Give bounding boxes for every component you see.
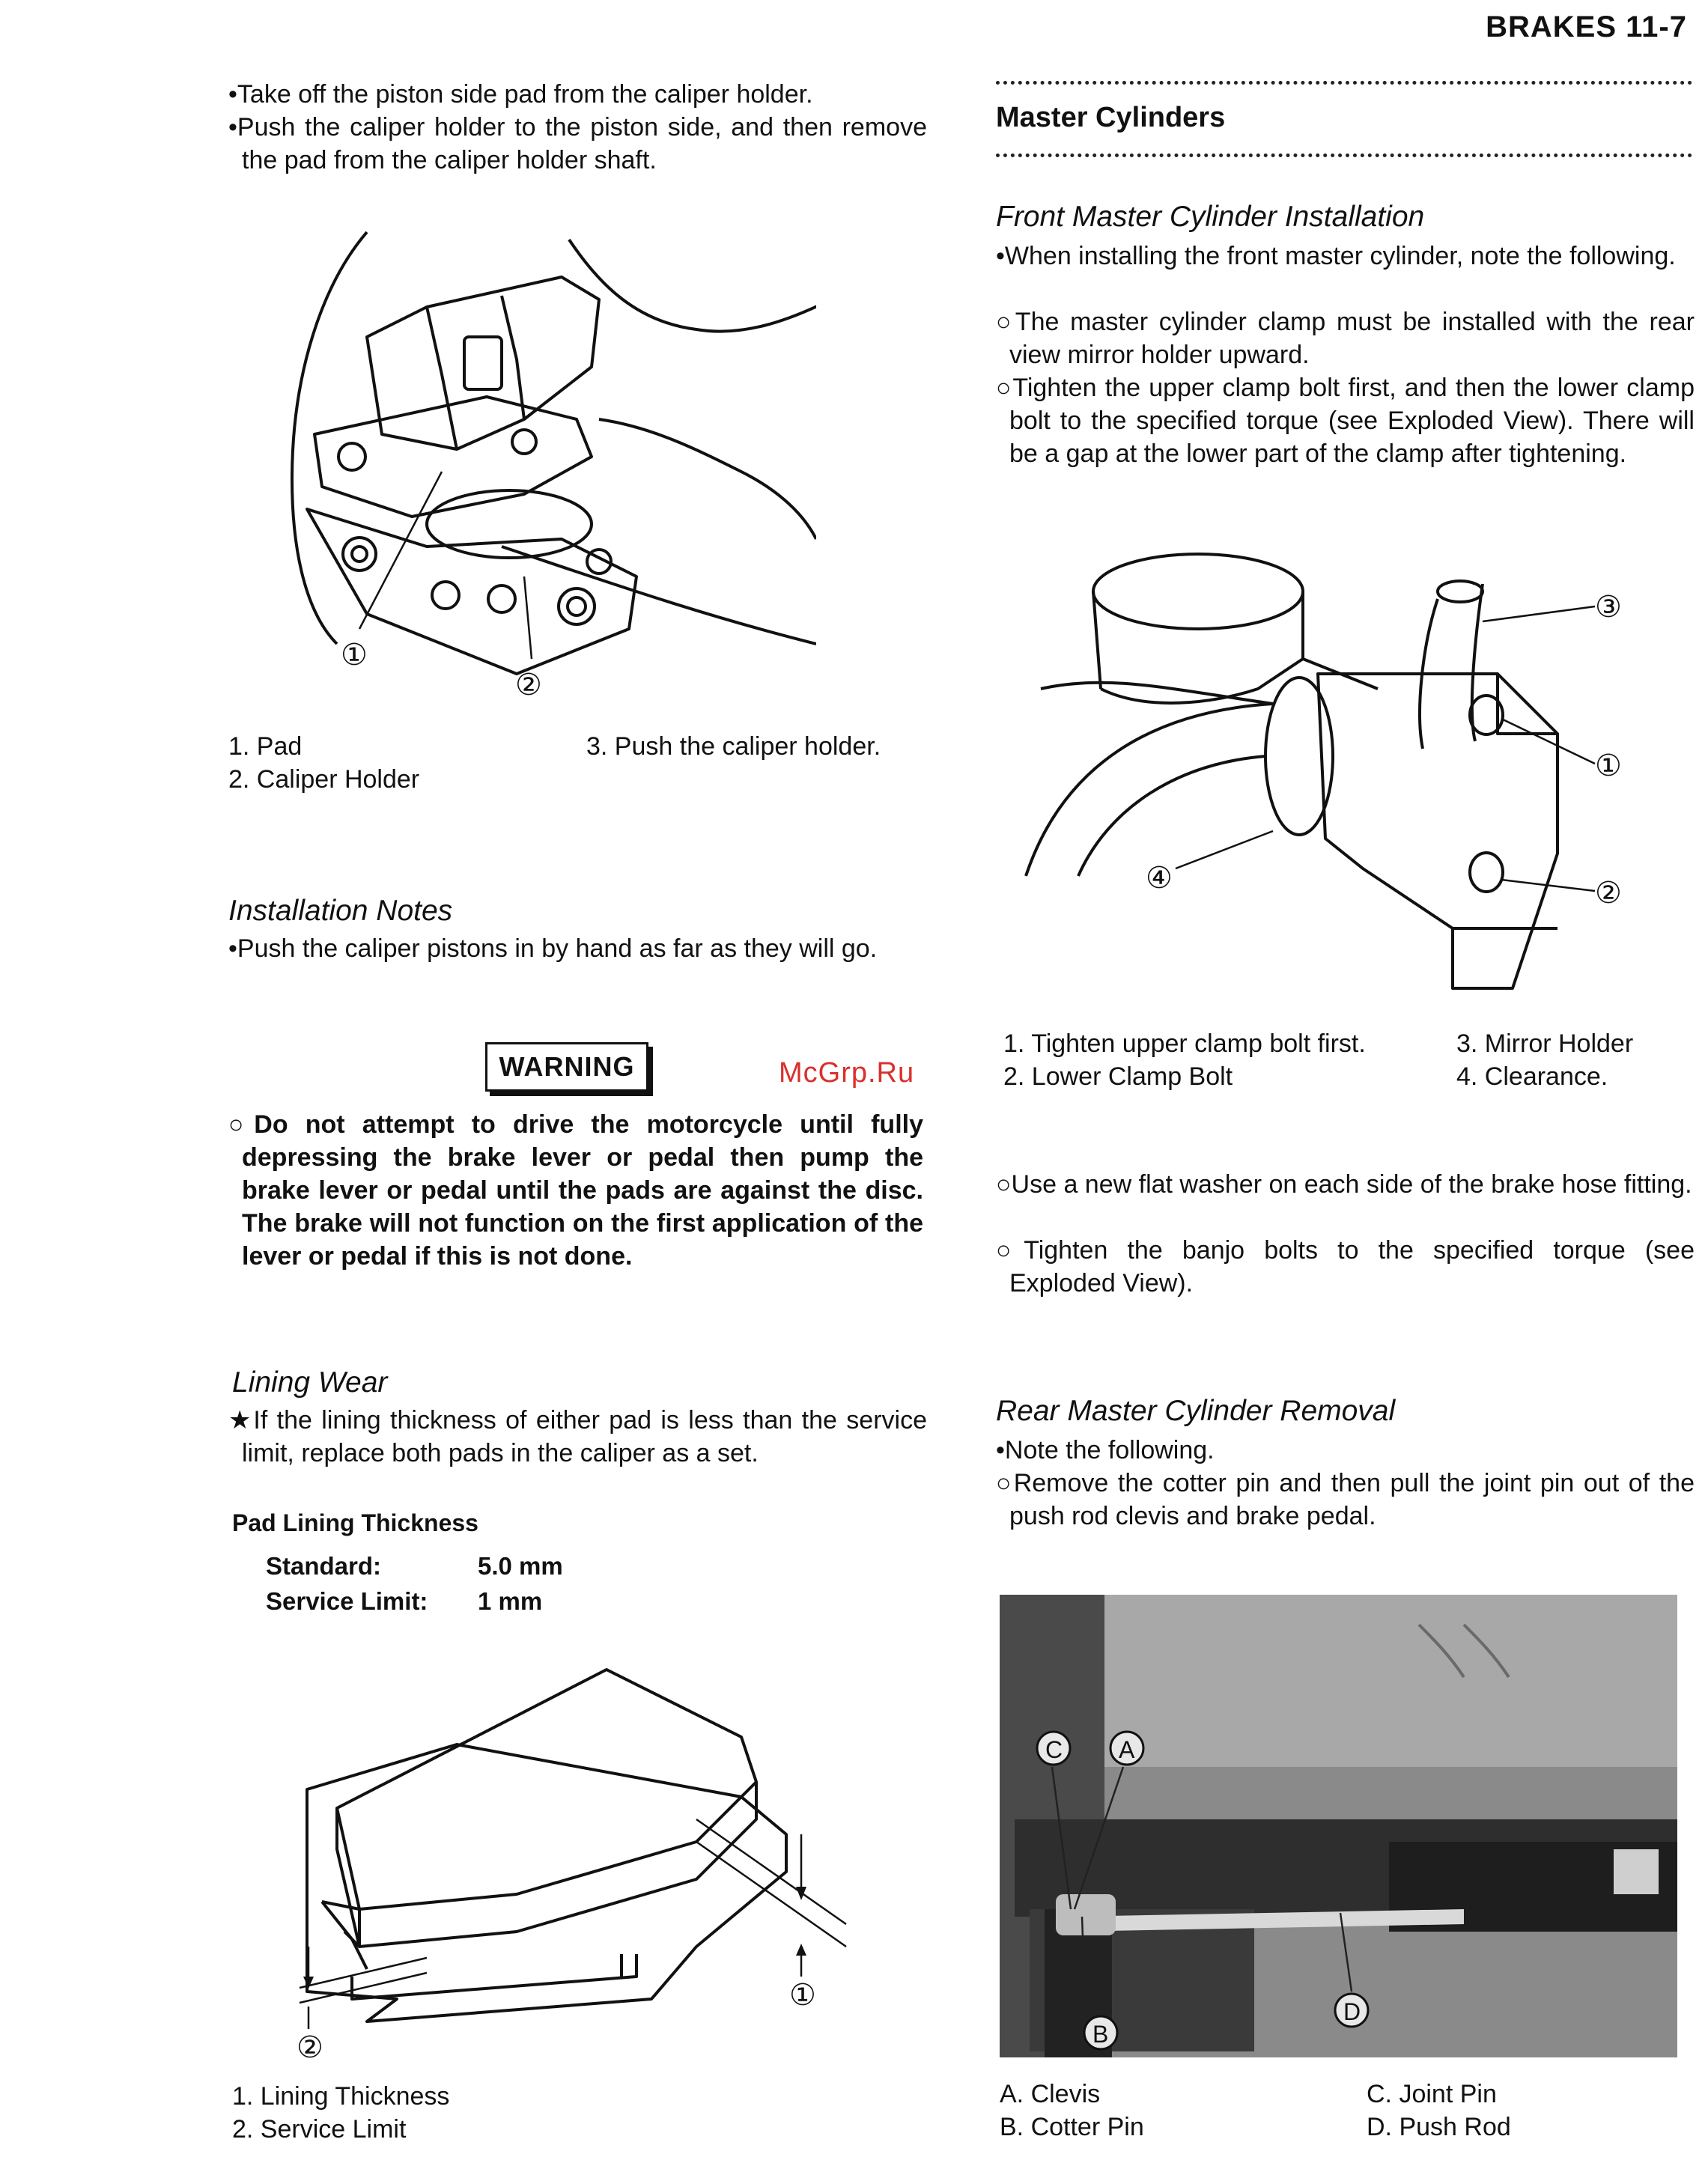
- warning-label: WARNING: [485, 1042, 648, 1092]
- fig4-callout-d: D: [1343, 1998, 1361, 2025]
- rear-removal-heading: Rear Master Cylinder Removal: [996, 1395, 1396, 1427]
- fig4-legend-c: C. Joint Pin: [1367, 2080, 1497, 2108]
- fig2-callout-2: ②: [297, 2031, 323, 2064]
- fig3-callout-2: ②: [1595, 877, 1622, 910]
- fig4-legend-d: D. Push Rod: [1367, 2113, 1511, 2141]
- watermark: McGrp.Ru: [779, 1057, 915, 1089]
- bullet-take-off-pad: •Take off the piston side pad from the caliper holder.: [228, 80, 813, 109]
- pad-lining-figure: [277, 1647, 861, 2066]
- fig3-callout-4: ④: [1146, 862, 1173, 895]
- front-install-heading: Front Master Cylinder Installation: [996, 201, 1425, 233]
- bullet-push-caliper-holder: •Push the caliper holder to the piston side, and then remove the pad from the caliper holder shaft.: [228, 113, 927, 174]
- section-title: Master Cylinders: [996, 102, 1226, 133]
- fig3-callout-3: ③: [1595, 591, 1622, 624]
- fig4-callout-c: C: [1045, 1736, 1063, 1763]
- banjo-torque-item: ○Tighten the banjo bolts to the specified torque (see Exploded View).: [996, 1236, 1695, 1297]
- fig2-legend-2: 2. Service Limit: [232, 2115, 407, 2144]
- fig1-callout-1: ①: [341, 639, 368, 672]
- lining-wear-bullet: ★If the lining thickness of either pad is less than the service limit, replace both pads in the caliper as a set.: [228, 1406, 927, 1467]
- installation-notes-heading: Installation Notes: [228, 895, 453, 927]
- page-header: BRAKES 11-7: [1486, 10, 1687, 43]
- lining-wear-heading: Lining Wear: [232, 1366, 388, 1399]
- spec-title: Pad Lining Thickness: [232, 1509, 478, 1536]
- front-install-item-1: •When installing the front master cylinder, note the following.: [996, 242, 1676, 270]
- fig3-callout-1: ①: [1595, 749, 1622, 782]
- fig4-callout-a: A: [1119, 1736, 1135, 1763]
- installation-notes-bullet: •Push the caliper pistons in by hand as far as they will go.: [228, 934, 878, 963]
- spec-standard-value: 5.0 mm: [478, 1552, 563, 1580]
- spec-standard-label: Standard:: [266, 1552, 382, 1580]
- fig3-legend-1: 1. Tighten upper clamp bolt first.: [1003, 1029, 1366, 1058]
- fig4-legend-a: A. Clevis: [1000, 2080, 1101, 2108]
- fig2-callout-1: ①: [789, 1979, 816, 2012]
- front-install-item-2: ○The master cylinder clamp must be installed with the rear view mirror holder upward.: [996, 308, 1695, 369]
- fig1-callout-2: ②: [515, 669, 542, 702]
- rear-removal-item-2: ○Remove the cotter pin and then pull the joint pin out of the push rod clevis and brake pedal.: [996, 1469, 1695, 1530]
- spec-service-limit-label: Service Limit:: [266, 1587, 428, 1615]
- front-install-item-3: ○Tighten the upper clamp bolt first, and then the lower clamp bolt to the specified torque (see Exploded View). There will be a gap at the lower part of the clamp after tightening.: [996, 374, 1695, 468]
- fig4-callout-b: B: [1092, 2021, 1109, 2048]
- banjo-washer-item: ○Use a new flat washer on each side of the brake hose fitting.: [996, 1170, 1692, 1199]
- rear-master-cylinder-photo: [1000, 1595, 1677, 2057]
- caliper-holder-figure: [277, 225, 816, 704]
- fig2-legend-1: 1. Lining Thickness: [232, 2082, 450, 2111]
- fig4-legend-b: B. Cotter Pin: [1000, 2113, 1144, 2141]
- section-rule-top: [996, 81, 1692, 85]
- warning-text: ○Do not attempt to drive the motorcycle until fully depressing the brake lever or pedal then pump the brake lever or pedal until the pads are against the disc. The brake will not function on the first application of the lever or pedal if this is not done.: [228, 1110, 923, 1271]
- section-rule-bottom: [996, 153, 1692, 157]
- fig1-legend-2: 2. Caliper Holder: [228, 765, 420, 794]
- fig3-legend-3: 3. Mirror Holder: [1456, 1029, 1634, 1058]
- spec-service-limit-value: 1 mm: [478, 1587, 543, 1615]
- rear-removal-item-1: •Note the following.: [996, 1436, 1215, 1464]
- master-cylinder-clamp-figure: [1018, 539, 1677, 1003]
- fig3-legend-4: 4. Clearance.: [1456, 1062, 1608, 1091]
- fig1-legend-3: 3. Push the caliper holder.: [586, 732, 881, 761]
- fig1-legend-1: 1. Pad: [228, 732, 303, 761]
- fig3-legend-2: 2. Lower Clamp Bolt: [1003, 1062, 1233, 1091]
